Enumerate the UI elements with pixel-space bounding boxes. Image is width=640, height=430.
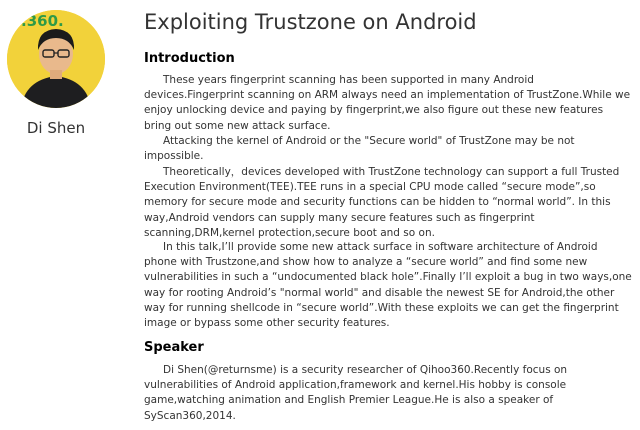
introduction-heading: Introduction (144, 51, 235, 66)
intro-paragraph-3: Theoretically，devices developed with TrustZone technology can support a full Trusted Execution Environment(TEE).TEE runs in a special CPU mode called “secure mode”,so memory for secure mode and security functions can be hidden to “normal world”. In this way,Android vendors can supply many secure features such as fingerprint scanning,DRM,kernel protection,secure boot and so on. (144, 166, 620, 239)
photo-logo-text: .360. (21, 12, 64, 30)
intro-paragraph-2: Attacking the kernel of Android or the "Secure world" of TrustZone may be not impossible. (144, 135, 575, 163)
speaker-heading: Speaker (144, 340, 204, 355)
speaker-name: Di Shen (26, 119, 86, 137)
speaker-bio: Di Shen(@returnsme) is a security researcher of Qihoo360.Recently focus on vulnerabilities of Android application,framework and kernel.His hobby is console game,watching animation and English Premier League.He is also a speaker of SyScan360,2014. (144, 364, 568, 422)
intro-paragraph-4: In this talk,I’ll provide some new attack surface in software architecture of Android phone with Trustzone,and show how to analyze a “secure world” and find some new vulnerabilities in such a “undocumented black hole”.Finally I’ll exploit a bug in two ways,one way for rooting Android’s "normal world" and disable the newest SE for Android,the other way for running shellcode in “secure world”.With these exploits we can get the fingerprint image or bypass some other security features. (144, 241, 632, 330)
intro-paragraph-1: These years fingerprint scanning has been supported in many Android devices.Fingerprint scanning on ARM always need an implementation of TrustZone.While we enjoy unlocking device and paying by fingerprint,we also figure out these new features bring out some new attack surface. (144, 74, 631, 132)
talk-title: Exploiting Trustzone on Android (144, 10, 477, 34)
speaker-photo-icon (7, 10, 105, 108)
